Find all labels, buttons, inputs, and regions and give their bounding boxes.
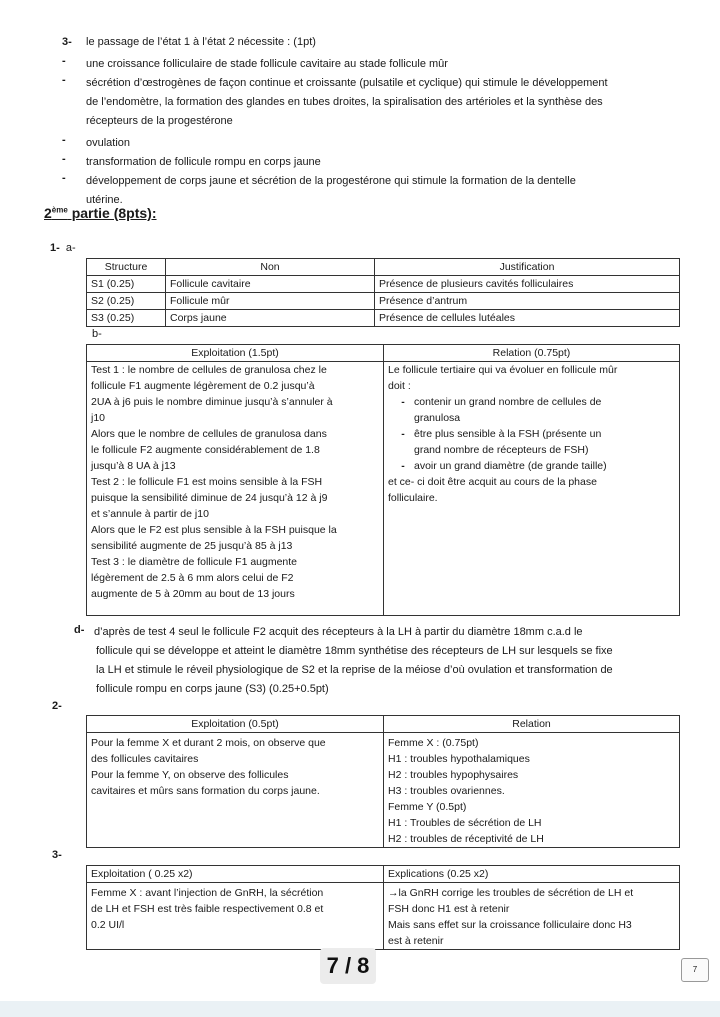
bullet-dash-icon: - [62, 134, 66, 146]
t3-left-line: Pour la femme Y, on observe des follicules [91, 769, 289, 781]
t3-left-line: des follicules cavitaires [91, 753, 199, 765]
q3-bullet-text [86, 134, 666, 153]
bullet-dash-icon: - [401, 428, 405, 440]
t4-header-explications: Explications (0.25 x2) [384, 866, 680, 883]
q2-label: 2- [52, 700, 62, 712]
t3-right-line: H2 : troubles hypophysaires [388, 769, 519, 781]
t2-right-bullet [388, 410, 675, 426]
t4-left-line: de LH et FSH est très faible respectivement 0.8 et [91, 903, 324, 915]
t3-relation-cell [384, 733, 680, 848]
t3-header-relation: Relation [384, 716, 680, 733]
q3-bullet-text [86, 74, 666, 131]
t2-left-line: j10 [91, 412, 106, 424]
bullet-dash-icon: - [62, 74, 66, 86]
t4-right-line: FSH donc H1 est à retenir [388, 903, 510, 915]
t4-right-line: est à retenir [388, 935, 444, 947]
q1d-line: la LH et stimule le réveil physiologique de S2 et la reprise de la méiose d’où ovulation et transformation de [96, 664, 613, 676]
t2-left-line: puisque la sensibilité diminue de 24 jusqu’à 12 à j9 [91, 492, 328, 504]
q3-bullet-line: ovulation [86, 137, 131, 149]
t2-left-line: sensibilité augmente de 25 jusqu’à 85 à j13 [91, 540, 293, 552]
table-row [87, 310, 680, 327]
t2-right-bullet [388, 394, 675, 410]
women-hypotheses-table [86, 715, 680, 848]
t1-header: Structure [87, 259, 166, 276]
q3-number: 3- [62, 36, 72, 48]
bullet-dash-icon: - [62, 172, 66, 184]
q1b-label: b- [92, 328, 102, 340]
t2-right-bullet-text: grand nombre de récepteurs de FSH) [414, 444, 589, 456]
page-indicator[interactable]: 7 / 8 [320, 948, 376, 984]
t1-cell: S1 (0.25) [87, 276, 166, 293]
t3-right-line: Femme X : (0.75pt) [388, 737, 479, 749]
t1-cell: Présence de plusieurs cavités folliculaires [375, 276, 680, 293]
t1-cell: Follicule mûr [166, 293, 375, 310]
gnrh-injection-table [86, 865, 680, 950]
t1-cell: Corps jaune [166, 310, 375, 327]
t2-left-line: le follicule F2 augmente considérablement de 1.8 [91, 444, 320, 456]
table-row [87, 276, 680, 293]
t4-left-line: 0.2 UI/l [91, 919, 125, 931]
t1-header: Justification [375, 259, 680, 276]
t2-left-line: jusqu’à 8 UA à j13 [91, 460, 176, 472]
q1-label: 1- a- [50, 242, 76, 254]
t2-right-line: doit : [388, 380, 411, 392]
q3-bullet-line: utérine. [86, 194, 123, 206]
q3-intro: le passage de l’état 1 à l’état 2 nécessite : (1pt) [86, 36, 316, 48]
q3-bullet-text [86, 153, 666, 172]
t3-right-line: H3 : troubles ovariennes. [388, 785, 505, 797]
t3-right-line: H1 : Troubles de sécrétion de LH [388, 817, 542, 829]
q3-bullet-text [86, 172, 666, 210]
t2-left-line: et s’annule à partir de j10 [91, 508, 209, 520]
t3-right-line: Femme Y (0.5pt) [388, 801, 467, 813]
t2-left-line: Test 2 : le follicule F1 est moins sensible à la FSH [91, 476, 323, 488]
q3-bullet-line: une croissance folliculaire de stade follicule cavitaire au stade follicule mûr [86, 58, 448, 70]
t4-explications-cell [384, 883, 680, 950]
t2-left-line: 2UA à j6 puis le nombre diminue jusqu’à s’annuler à [91, 396, 333, 408]
t4-right-line: →la GnRH corrige les troubles de sécrétion de LH et [388, 887, 634, 899]
bullet-dash-icon: - [62, 55, 66, 67]
t2-left-line: follicule F1 augmente légèrement de 0.2 jusqu’à [91, 380, 315, 392]
q3-bullet-line: de l’endomètre, la formation des glandes en tubes droites, la spiralisation des artérioles et la synthèse des [86, 96, 603, 108]
t2-right-bullet [388, 426, 675, 442]
bottom-strip [0, 1001, 720, 1017]
t2-right-line: et ce- ci doit être acquit au cours de la phase [388, 476, 597, 488]
q1d-line: follicule qui se développe et atteint le diamètre 18mm synthétise des récepteurs de LH sur lesquels se fixe [96, 645, 613, 657]
t4-left-line: Femme X : avant l’injection de GnRH, la sécrétion [91, 887, 324, 899]
page-badge-icon[interactable]: 7 [681, 958, 709, 982]
t2-left-line: Alors que le nombre de cellules de granulosa dans [91, 428, 327, 440]
t2-left-line: légèrement de 2.5 à 6 mm alors celui de F2 [91, 572, 294, 584]
t4-header-exploitation: Exploitation ( 0.25 x2) [87, 866, 384, 883]
t1-cell: Présence d’antrum [375, 293, 680, 310]
t2-right-bullet [388, 458, 675, 474]
t2-right-bullet-text: granulosa [414, 412, 461, 424]
t3-header-exploitation: Exploitation (0.5pt) [87, 716, 384, 733]
q3-bullet-line: développement de corps jaune et sécrétion de la progestérone qui stimule la formation de la dentelle [86, 175, 576, 187]
t3-exploitation-cell [87, 733, 384, 848]
part2-heading: 2ème partie (8pts): [44, 205, 157, 221]
t1-cell: S2 (0.25) [87, 293, 166, 310]
bullet-dash-icon: - [401, 396, 405, 408]
q3-bullet-text [86, 55, 666, 74]
bullet-dash-icon: - [62, 153, 66, 165]
t4-right-line: Mais sans effet sur la croissance folliculaire donc H3 [388, 919, 632, 931]
t2-exploitation-cell [87, 362, 384, 616]
q1d-line: d’après de test 4 seul le follicule F2 acquit des récepteurs à la LH à partir du diamètre 18mm c.a.d le [94, 626, 583, 638]
t2-right-line: Le follicule tertiaire qui va évoluer en follicule mûr [388, 364, 618, 376]
q3-bullet-line: récepteurs de la progestérone [86, 115, 233, 127]
t2-right-bullet-text: contenir un grand nombre de cellules de [414, 396, 602, 408]
exploitation-relation-table [86, 344, 680, 616]
t2-right-bullet [388, 442, 675, 458]
t2-left-line: Test 1 : le nombre de cellules de granulosa chez le [91, 364, 327, 376]
t1-cell: Follicule cavitaire [166, 276, 375, 293]
t2-right-bullet-text: avoir un grand diamètre (de grande taille) [414, 460, 607, 472]
structures-table [86, 258, 680, 327]
q3-label: 3- [52, 849, 62, 861]
t2-left-line: augmente de 5 à 20mm au bout de 13 jours [91, 588, 295, 600]
t3-right-line: H1 : troubles hypothalamiques [388, 753, 530, 765]
t2-left-line: Test 3 : le diamètre de follicule F1 augmente [91, 556, 298, 568]
t3-left-line: Pour la femme X et durant 2 mois, on observe que [91, 737, 326, 749]
t1-header: Non [166, 259, 375, 276]
t2-header-relation: Relation (0.75pt) [384, 345, 680, 362]
t2-right-line: folliculaire. [388, 492, 438, 504]
t1-cell: Présence de cellules lutéales [375, 310, 680, 327]
t3-left-line: cavitaires et mûrs sans formation du corps jaune. [91, 785, 320, 797]
t4-exploitation-cell [87, 883, 384, 950]
t2-header-exploitation: Exploitation (1.5pt) [87, 345, 384, 362]
q1d-line: follicule rompu en corps jaune (S3) (0.25+0.5pt) [96, 683, 329, 695]
q3-bullet-line: sécrétion d’œstrogènes de façon continue et croissante (pulsatile et cyclique) qui stimule le développement [86, 77, 608, 89]
q3-bullet-line: transformation de follicule rompu en corps jaune [86, 156, 321, 168]
t1-cell: S3 (0.25) [87, 310, 166, 327]
q1d-label: d- [74, 624, 85, 636]
t3-right-line: H2 : troubles de réceptivité de LH [388, 833, 544, 845]
bullet-dash-icon: - [401, 460, 405, 472]
t2-relation-cell [384, 362, 680, 616]
table-row [87, 293, 680, 310]
t2-right-bullet-text: être plus sensible à la FSH (présente un [414, 428, 602, 440]
t2-left-line: Alors que le F2 est plus sensible à la FSH puisque la [91, 524, 337, 536]
